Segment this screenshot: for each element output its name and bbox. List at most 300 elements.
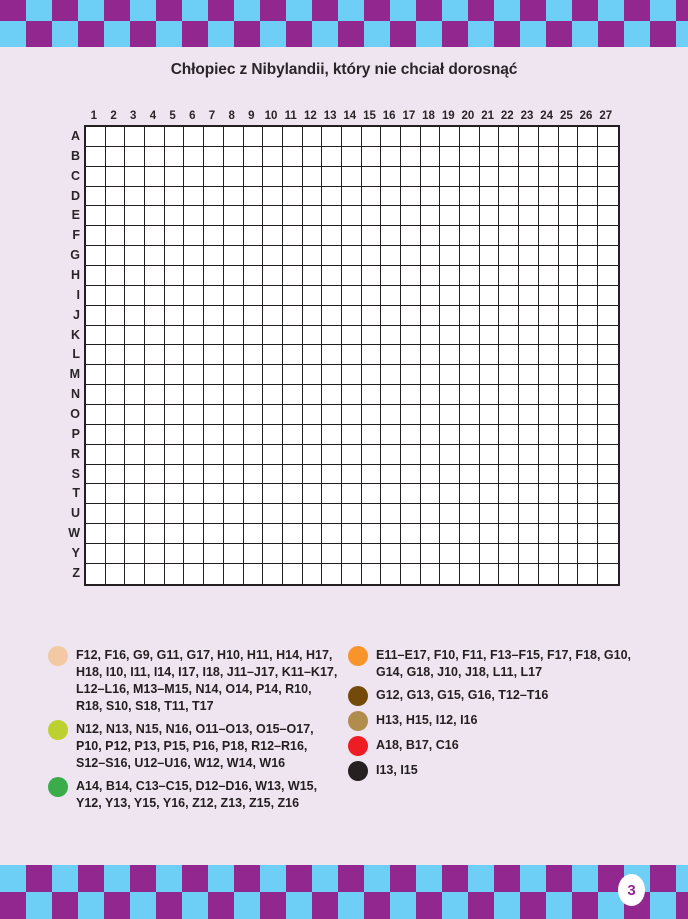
grid-row-S [86, 465, 618, 485]
grid-cell-D18 [421, 187, 441, 207]
grid-cell-I27 [598, 286, 618, 306]
grid-cell-T3 [125, 484, 145, 504]
column-header-7: 7 [208, 110, 216, 122]
grid-cell-Z25 [559, 564, 579, 584]
grid-cell-O17 [401, 405, 421, 425]
grid-cell-S23 [519, 465, 539, 485]
grid-cell-B18 [421, 147, 441, 167]
grid-cell-Y4 [145, 544, 165, 564]
grid-cell-P21 [480, 425, 500, 445]
grid-cell-T14 [342, 484, 362, 504]
grid-cell-N9 [244, 385, 264, 405]
grid-cell-S27 [598, 465, 618, 485]
grid-cell-P20 [460, 425, 480, 445]
grid-cell-J5 [165, 306, 185, 326]
grid-cell-J6 [184, 306, 204, 326]
grid-cell-O14 [342, 405, 362, 425]
bottom-checker-border [0, 865, 688, 919]
grid-cell-N4 [145, 385, 165, 405]
grid-cell-P8 [224, 425, 244, 445]
grid-cell-U17 [401, 504, 421, 524]
grid-cell-R20 [460, 445, 480, 465]
grid-cell-H9 [244, 266, 264, 286]
grid-cell-I16 [381, 286, 401, 306]
grid-cell-Z21 [480, 564, 500, 584]
grid-cell-J18 [421, 306, 441, 326]
legend-item-black [348, 761, 660, 781]
grid-cell-J10 [263, 306, 283, 326]
grid-cell-G12 [303, 246, 323, 266]
grid-cell-F5 [165, 226, 185, 246]
grid-cell-P5 [165, 425, 185, 445]
grid-cell-J15 [362, 306, 382, 326]
grid-cell-Z7 [204, 564, 224, 584]
column-header-12: 12 [304, 110, 317, 122]
grid-cell-D15 [362, 187, 382, 207]
grid-cell-J13 [322, 306, 342, 326]
color-swatch-orange-icon [348, 646, 368, 666]
grid-cell-R14 [342, 445, 362, 465]
grid-cell-K14 [342, 326, 362, 346]
grid-cell-N15 [362, 385, 382, 405]
grid-cell-M20 [460, 365, 480, 385]
grid-cell-J14 [342, 306, 362, 326]
row-header-W: W [68, 526, 80, 541]
grid-cell-I2 [106, 286, 126, 306]
grid-cell-L23 [519, 345, 539, 365]
grid-cell-H1 [86, 266, 106, 286]
grid-cell-P19 [440, 425, 460, 445]
grid-cell-K25 [559, 326, 579, 346]
grid-cell-P10 [263, 425, 283, 445]
grid-cell-M6 [184, 365, 204, 385]
grid-cell-B8 [224, 147, 244, 167]
grid-cell-B19 [440, 147, 460, 167]
grid-cell-D23 [519, 187, 539, 207]
grid-cell-J19 [440, 306, 460, 326]
grid-cell-O22 [499, 405, 519, 425]
grid-cell-N2 [106, 385, 126, 405]
grid-cell-H16 [381, 266, 401, 286]
grid-cell-C21 [480, 167, 500, 187]
grid-cell-H10 [263, 266, 283, 286]
grid-cell-H25 [559, 266, 579, 286]
grid-cell-E23 [519, 206, 539, 226]
column-header-18: 18 [422, 110, 435, 122]
grid-cell-Y5 [165, 544, 185, 564]
grid-cell-A7 [204, 127, 224, 147]
grid-cell-J2 [106, 306, 126, 326]
grid-cell-F13 [322, 226, 342, 246]
grid-cell-N10 [263, 385, 283, 405]
grid-cell-U4 [145, 504, 165, 524]
grid-cell-A8 [224, 127, 244, 147]
grid-cell-F27 [598, 226, 618, 246]
grid-cell-U9 [244, 504, 264, 524]
grid-cell-U5 [165, 504, 185, 524]
grid-cell-Y26 [578, 544, 598, 564]
pixel-grid [60, 106, 620, 586]
grid-cell-N25 [559, 385, 579, 405]
grid-cell-M5 [165, 365, 185, 385]
legend-item-yellow-green [48, 720, 348, 772]
grid-cell-B5 [165, 147, 185, 167]
grid-cell-S3 [125, 465, 145, 485]
grid-cell-F25 [559, 226, 579, 246]
grid-cell-I18 [421, 286, 441, 306]
column-header-3: 3 [130, 110, 137, 122]
grid-cell-M10 [263, 365, 283, 385]
grid-cell-E2 [106, 206, 126, 226]
grid-cell-C16 [381, 167, 401, 187]
grid-cell-Z11 [283, 564, 303, 584]
grid-cell-U13 [322, 504, 342, 524]
grid-cell-I11 [283, 286, 303, 306]
grid-cell-W27 [598, 524, 618, 544]
row-header-T: T [72, 486, 80, 501]
column-header-17: 17 [402, 110, 416, 122]
grid-cell-M17 [401, 365, 421, 385]
grid-cell-U6 [184, 504, 204, 524]
grid-cell-G23 [519, 246, 539, 266]
grid-cell-W7 [204, 524, 224, 544]
grid-cell-I1 [86, 286, 106, 306]
grid-cell-A18 [421, 127, 441, 147]
grid-cell-L22 [499, 345, 519, 365]
grid-cell-S2 [106, 465, 126, 485]
grid-cell-R3 [125, 445, 145, 465]
grid-cell-N1 [86, 385, 106, 405]
grid-cell-I6 [184, 286, 204, 306]
grid-cell-B13 [322, 147, 342, 167]
grid-cell-Z12 [303, 564, 323, 584]
grid-cell-J1 [86, 306, 106, 326]
grid-cell-Z10 [263, 564, 283, 584]
grid-cell-G25 [559, 246, 579, 266]
grid-cell-R25 [559, 445, 579, 465]
grid-cell-T8 [224, 484, 244, 504]
grid-cell-B25 [559, 147, 579, 167]
grid-cell-C5 [165, 167, 185, 187]
grid-cell-C22 [499, 167, 519, 187]
grid-cell-C14 [342, 167, 362, 187]
grid-cell-Y18 [421, 544, 441, 564]
grid-row-L [86, 345, 618, 365]
grid-cell-W17 [401, 524, 421, 544]
grid-cell-J4 [145, 306, 165, 326]
grid-cell-J21 [480, 306, 500, 326]
grid-cell-W24 [539, 524, 559, 544]
grid-cell-H21 [480, 266, 500, 286]
grid-cell-P25 [559, 425, 579, 445]
grid-cell-I5 [165, 286, 185, 306]
grid-cell-D13 [322, 187, 342, 207]
grid-cell-J7 [204, 306, 224, 326]
grid-cell-B1 [86, 147, 106, 167]
grid-cell-E15 [362, 206, 382, 226]
column-header-9: 9 [248, 110, 255, 122]
color-swatch-yellow-green-icon [48, 720, 68, 740]
grid-cell-W9 [244, 524, 264, 544]
grid-cell-P4 [145, 425, 165, 445]
grid-cell-P13 [322, 425, 342, 445]
row-header-Y: Y [71, 546, 80, 561]
grid-cell-T21 [480, 484, 500, 504]
row-header-L: L [72, 347, 80, 362]
grid-cell-E4 [145, 206, 165, 226]
column-header-20: 20 [461, 110, 475, 122]
grid-cell-J27 [598, 306, 618, 326]
grid-cell-O15 [362, 405, 382, 425]
grid-cell-M1 [86, 365, 106, 385]
grid-cell-M13 [322, 365, 342, 385]
grid-cell-R4 [145, 445, 165, 465]
grid-cell-S6 [184, 465, 204, 485]
grid-cell-M23 [519, 365, 539, 385]
grid-cell-D17 [401, 187, 421, 207]
grid-cell-N12 [303, 385, 323, 405]
grid-cell-Z18 [421, 564, 441, 584]
grid-cell-Y23 [519, 544, 539, 564]
grid-cell-R7 [204, 445, 224, 465]
grid-cell-A25 [559, 127, 579, 147]
top-checker-border [0, 0, 688, 47]
grid-cell-T4 [145, 484, 165, 504]
grid-cell-I9 [244, 286, 264, 306]
grid-cell-C17 [401, 167, 421, 187]
grid-cell-E19 [440, 206, 460, 226]
grid-cell-C25 [559, 167, 579, 187]
grid-cell-L17 [401, 345, 421, 365]
grid-cell-G2 [106, 246, 126, 266]
grid-cell-Z16 [381, 564, 401, 584]
grid-cell-T23 [519, 484, 539, 504]
checker-row [0, 892, 688, 919]
grid-cell-R27 [598, 445, 618, 465]
grid-cell-G5 [165, 246, 185, 266]
grid-cell-D5 [165, 187, 185, 207]
grid-cell-T1 [86, 484, 106, 504]
grid-cell-B4 [145, 147, 165, 167]
grid-cell-F19 [440, 226, 460, 246]
grid-cell-J8 [224, 306, 244, 326]
grid-cell-D14 [342, 187, 362, 207]
grid-cell-B16 [381, 147, 401, 167]
grid-cell-H18 [421, 266, 441, 286]
grid-cell-L4 [145, 345, 165, 365]
grid-cell-G14 [342, 246, 362, 266]
grid-cell-H11 [283, 266, 303, 286]
column-header-13: 13 [323, 110, 337, 122]
grid-cell-T25 [559, 484, 579, 504]
grid-cell-H19 [440, 266, 460, 286]
grid-cell-M8 [224, 365, 244, 385]
grid-cell-G17 [401, 246, 421, 266]
grid-cell-M24 [539, 365, 559, 385]
grid-cell-E25 [559, 206, 579, 226]
grid-cell-J22 [499, 306, 519, 326]
grid-row-F [86, 226, 618, 246]
grid-cell-Z6 [184, 564, 204, 584]
grid-cell-K26 [578, 326, 598, 346]
grid-cell-W22 [499, 524, 519, 544]
grid-cell-F3 [125, 226, 145, 246]
grid-cell-N8 [224, 385, 244, 405]
grid-cell-M21 [480, 365, 500, 385]
grid-cell-D16 [381, 187, 401, 207]
grid-cell-M12 [303, 365, 323, 385]
grid-cell-P24 [539, 425, 559, 445]
grid-cell-P11 [283, 425, 303, 445]
grid-cell-S13 [322, 465, 342, 485]
grid-cell-F18 [421, 226, 441, 246]
grid-cell-M4 [145, 365, 165, 385]
grid-cell-T12 [303, 484, 323, 504]
row-header-O: O [70, 407, 80, 422]
grid-cell-S9 [244, 465, 264, 485]
grid-cell-E9 [244, 206, 264, 226]
grid-row-H [86, 266, 618, 286]
grid-cell-B11 [283, 147, 303, 167]
grid-cell-W15 [362, 524, 382, 544]
grid-cell-I4 [145, 286, 165, 306]
grid-cell-U24 [539, 504, 559, 524]
grid-cell-L8 [224, 345, 244, 365]
grid-cell-A13 [322, 127, 342, 147]
grid-cell-F17 [401, 226, 421, 246]
grid-cell-O26 [578, 405, 598, 425]
grid-cell-Y27 [598, 544, 618, 564]
grid-cell-W3 [125, 524, 145, 544]
grid-cell-E21 [480, 206, 500, 226]
grid-cell-A10 [263, 127, 283, 147]
grid-cell-R24 [539, 445, 559, 465]
grid-row-N [86, 385, 618, 405]
grid-cell-T26 [578, 484, 598, 504]
column-header-2: 2 [110, 110, 117, 122]
grid-cell-I14 [342, 286, 362, 306]
grid-row-C [86, 167, 618, 187]
column-header-23: 23 [520, 110, 534, 122]
page-title: Chłopiec z Nibylandii, który nie chciał dorosnąć [170, 61, 518, 78]
grid-cell-I13 [322, 286, 342, 306]
grid-cell-Y20 [460, 544, 480, 564]
grid-cell-Z27 [598, 564, 618, 584]
grid-cell-S11 [283, 465, 303, 485]
grid-cell-Y14 [342, 544, 362, 564]
grid-cell-O12 [303, 405, 323, 425]
grid-cell-W8 [224, 524, 244, 544]
grid-cell-D24 [539, 187, 559, 207]
grid-cell-U25 [559, 504, 579, 524]
grid-cell-W10 [263, 524, 283, 544]
grid-cell-D27 [598, 187, 618, 207]
grid-cell-I10 [263, 286, 283, 306]
grid-cell-E27 [598, 206, 618, 226]
grid-cell-M2 [106, 365, 126, 385]
grid-cell-O25 [559, 405, 579, 425]
grid-cell-K10 [263, 326, 283, 346]
grid-row-J [86, 306, 618, 326]
grid-cell-A4 [145, 127, 165, 147]
grid-cell-H4 [145, 266, 165, 286]
grid-row-G [86, 246, 618, 266]
grid-cell-E26 [578, 206, 598, 226]
column-header-4: 4 [149, 110, 157, 122]
grid-cell-C3 [125, 167, 145, 187]
grid-cell-M26 [578, 365, 598, 385]
grid-cell-S18 [421, 465, 441, 485]
grid-cell-Z14 [342, 564, 362, 584]
page-number: 3 [627, 881, 636, 899]
grid-cell-L11 [283, 345, 303, 365]
grid-cell-Z3 [125, 564, 145, 584]
grid-cell-C20 [460, 167, 480, 187]
grid-cell-J11 [283, 306, 303, 326]
legend-cells: F12, F16, G9, G11, G17, H10, H11, H14, H17, H18, I10, I11, I14, I17, I18, J11–J17, K11–K17, L12–L16, M13–M15, N14, O14, P14, R10, R18, S10, S18, T11, T17 [76, 648, 338, 713]
grid-cell-A24 [539, 127, 559, 147]
grid-cell-L15 [362, 345, 382, 365]
grid-cell-K19 [440, 326, 460, 346]
grid-cell-M16 [381, 365, 401, 385]
grid-cell-S26 [578, 465, 598, 485]
grid-cell-L18 [421, 345, 441, 365]
grid-cell-T13 [322, 484, 342, 504]
grid-cell-G10 [263, 246, 283, 266]
grid-cell-Y24 [539, 544, 559, 564]
grid-cell-T10 [263, 484, 283, 504]
grid-cell-I21 [480, 286, 500, 306]
grid-cell-K8 [224, 326, 244, 346]
grid-cell-L2 [106, 345, 126, 365]
grid-cell-E13 [322, 206, 342, 226]
column-header-24: 24 [540, 110, 554, 122]
grid-row-T [86, 484, 618, 504]
grid-cell-K18 [421, 326, 441, 346]
row-header-J: J [73, 307, 80, 322]
grid-cell-T7 [204, 484, 224, 504]
grid-cells [84, 125, 620, 586]
legend-item-tan [348, 711, 660, 731]
grid-cell-K16 [381, 326, 401, 346]
grid-cell-M7 [204, 365, 224, 385]
grid-cell-I15 [362, 286, 382, 306]
grid-cell-C1 [86, 167, 106, 187]
grid-cell-K27 [598, 326, 618, 346]
grid-cell-H13 [322, 266, 342, 286]
grid-cell-P2 [106, 425, 126, 445]
grid-cell-E7 [204, 206, 224, 226]
legend-item-green [48, 777, 348, 812]
grid-cell-J23 [519, 306, 539, 326]
grid-cell-Z15 [362, 564, 382, 584]
grid-cell-E1 [86, 206, 106, 226]
grid-cell-D9 [244, 187, 264, 207]
grid-cell-L12 [303, 345, 323, 365]
grid-cell-C2 [106, 167, 126, 187]
grid-cell-W11 [283, 524, 303, 544]
grid-cell-F8 [224, 226, 244, 246]
grid-cell-G20 [460, 246, 480, 266]
grid-cell-F24 [539, 226, 559, 246]
grid-cell-F16 [381, 226, 401, 246]
grid-cell-P27 [598, 425, 618, 445]
grid-cell-L3 [125, 345, 145, 365]
grid-cell-S1 [86, 465, 106, 485]
grid-cell-G8 [224, 246, 244, 266]
grid-cell-P12 [303, 425, 323, 445]
grid-cell-G27 [598, 246, 618, 266]
